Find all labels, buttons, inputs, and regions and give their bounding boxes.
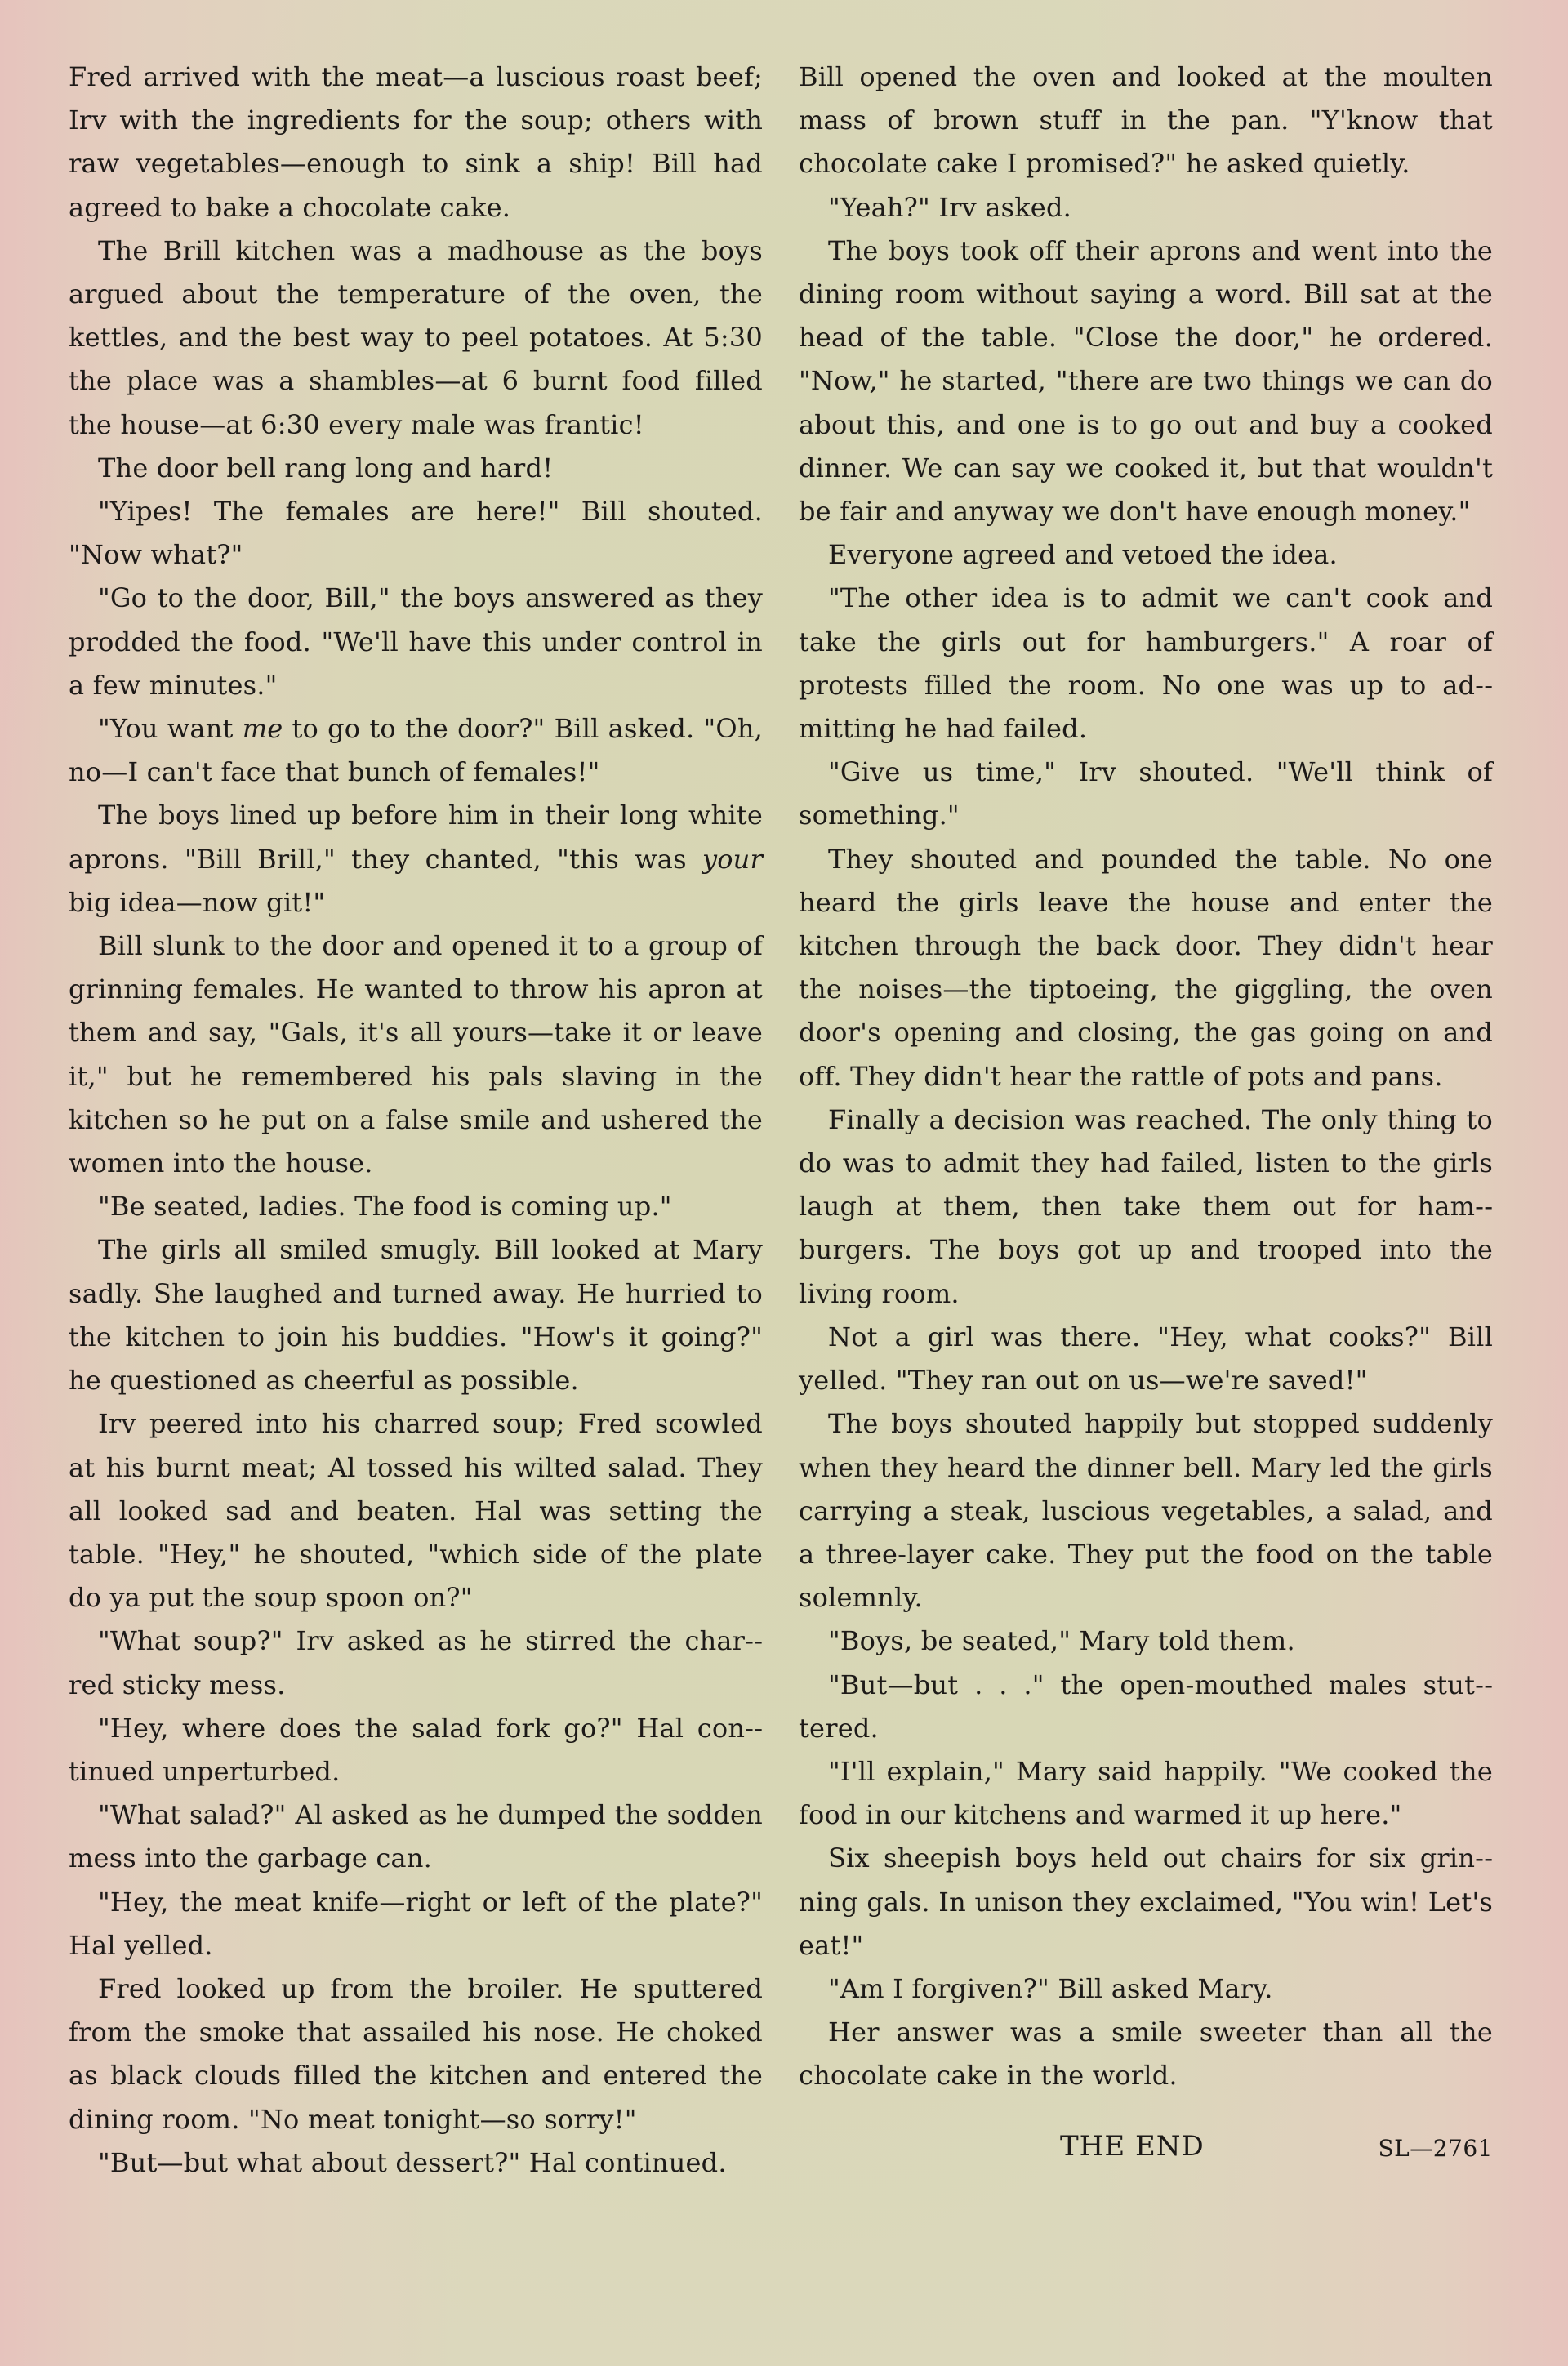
paragraph: "But—but . . ." the open-mouthed males stut-tered. [799, 1669, 1493, 1744]
paragraph-text: to go to the door?" Bill asked. "Oh, no—I can't face that bunch of females!" [69, 713, 764, 788]
paragraph [69, 707, 763, 794]
emphasis: your [702, 843, 763, 875]
page-code: SL—2761 [1378, 2135, 1493, 2162]
paragraph-text: big idea—now git!" [69, 886, 326, 918]
paragraph: Fred arrived with the meat—a luscious roast beef; Irv with the ingredients for the soup; others with raw vegetables—enough to sink a ship! Bill had agreed to bake a chocolate cake. [69, 61, 763, 223]
paragraph: "Go to the door, Bill," the boys answered as they prodded the food. "We'll have this under control in a few minutes." [69, 582, 763, 701]
paragraph [69, 794, 763, 925]
paragraph: "Boys, be seated," Mary told them. [828, 1625, 1295, 1657]
emphasis: me [242, 713, 283, 745]
paragraph: Her answer was a smile sweeter than all the chocolate cake in the world. [799, 2016, 1493, 2092]
paragraph: The door bell rang long and hard! [98, 452, 554, 483]
paragraph: The boys shouted happily but stopped suddenly when they heard the dinner bell. Mary led the girls carrying a steak, luscious vegetables, a salad, and a three-layer cake. They put the food on the table solemnly. [799, 1408, 1493, 1614]
paragraph: The girls all smiled smugly. Bill looked at Mary sadly. She laughed and turned away. He hurried to the kitchen to join his buddies. "How's it going?" he questioned as cheerful as possible. [69, 1234, 763, 1397]
right-column [799, 56, 1493, 2098]
paragraph: "Yipes! The females are here!" Bill shouted. "Now what?" [69, 496, 763, 571]
paragraph: "I'll explain," Mary said happily. "We cooked the food in our kitchens and warmed it up here." [799, 1755, 1493, 1831]
paragraph-text: "You want [98, 713, 243, 745]
paragraph: "What soup?" Irv asked as he stirred the char-red sticky mess. [69, 1625, 763, 1700]
paragraph-text: The boys lined up before him in their long white aprons. "Bill Brill," they chanted, "this was [69, 800, 763, 875]
the-end-label: THE END [1060, 2130, 1205, 2163]
paragraph: "Am I forgiven?" Bill asked Mary. [828, 1972, 1273, 2004]
paragraph: "The other idea is to admit we can't cook and take the girls out for hamburgers." A roar of protests filled the room. No one was up to ad-mitting he had failed. [799, 582, 1493, 745]
paragraph: The boys took off their aprons and went into the dining room without saying a word. Bill sat at the head of the table. "Close the door," he ordered. "Now," he started, "there are two things we can do about this, and one is to go out and buy a cooked dinner. We can say we cooked it, but that wouldn't be fair and anyway we don't have enough money." [799, 234, 1493, 528]
paragraph: Finally a decision was reached. The only thing to do was to admit they had failed, listen to the girls laugh at them, then take them out for ham-burgers. The boys got up and trooped into the living room. [799, 1103, 1493, 1309]
paragraph: They shouted and pounded the table. No one heard the girls leave the house and enter the kitchen through the back door. They didn't hear the noises—the tiptoeing, the giggling, the oven door's opening and closing, the gas going on and off. They didn't hear the rattle of pots and pans. [799, 843, 1493, 1092]
paragraph: Bill opened the oven and looked at the moulten mass of brown stuff in the pan. "Y'know that chocolate cake I promised?" he asked quietly. [799, 61, 1493, 180]
paragraph: Six sheepish boys held out chairs for six grin-ning gals. In unison they exclaimed, "You win! Let's eat!" [799, 1842, 1493, 1961]
paragraph: Fred looked up from the broiler. He sputtered from the smoke that assailed his nose. He choked as black clouds filled the kitchen and entered the dining room. "No meat tonight—so sorry!" [69, 1972, 763, 2135]
paragraph: The Brill kitchen was a madhouse as the boys argued about the temperature of the oven, the kettles, and the best way to peel potatoes. At 5:30 the place was a shambles—at 6 burnt food filled the house—at 6:30 every male was frantic! [69, 234, 763, 440]
paragraph: "Give us time," Irv shouted. "We'll think of something." [799, 756, 1493, 831]
paragraph: "What salad?" Al asked as he dumped the sodden mess into the garbage can. [69, 1799, 763, 1874]
paragraph: Bill slunk to the door and opened it to a group of grinning females. He wanted to throw his apron at them and say, "Gals, it's all yours—take it or leave it," but he remembered his pals slaving in the kitchen so he put on a false smile and ushered the women into the house. [69, 930, 763, 1179]
left-column [69, 56, 763, 2185]
paragraph: Irv peered into his charred soup; Fred scowled at his burnt meat; Al tossed his wilted salad. They all looked sad and beaten. Hal was setting the table. "Hey," he shouted, "which side of the plate do ya put the soup spoon on?" [69, 1408, 763, 1614]
paragraph: Everyone agreed and vetoed the idea. [828, 539, 1338, 571]
paragraph: Not a girl was there. "Hey, what cooks?" Bill yelled. "They ran out on us—we're saved!" [799, 1321, 1493, 1397]
paragraph: "But—but what about dessert?" Hal continued. [98, 2146, 727, 2178]
paragraph: "Hey, where does the salad fork go?" Hal con-tinued unperturbed. [69, 1712, 763, 1787]
paragraph: "Yeah?" Irv asked. [828, 191, 1072, 223]
paragraph: "Hey, the meat knife—right or left of the plate?" Hal yelled. [69, 1886, 763, 1961]
paragraph: "Be seated, ladies. The food is coming up." [98, 1191, 672, 1223]
